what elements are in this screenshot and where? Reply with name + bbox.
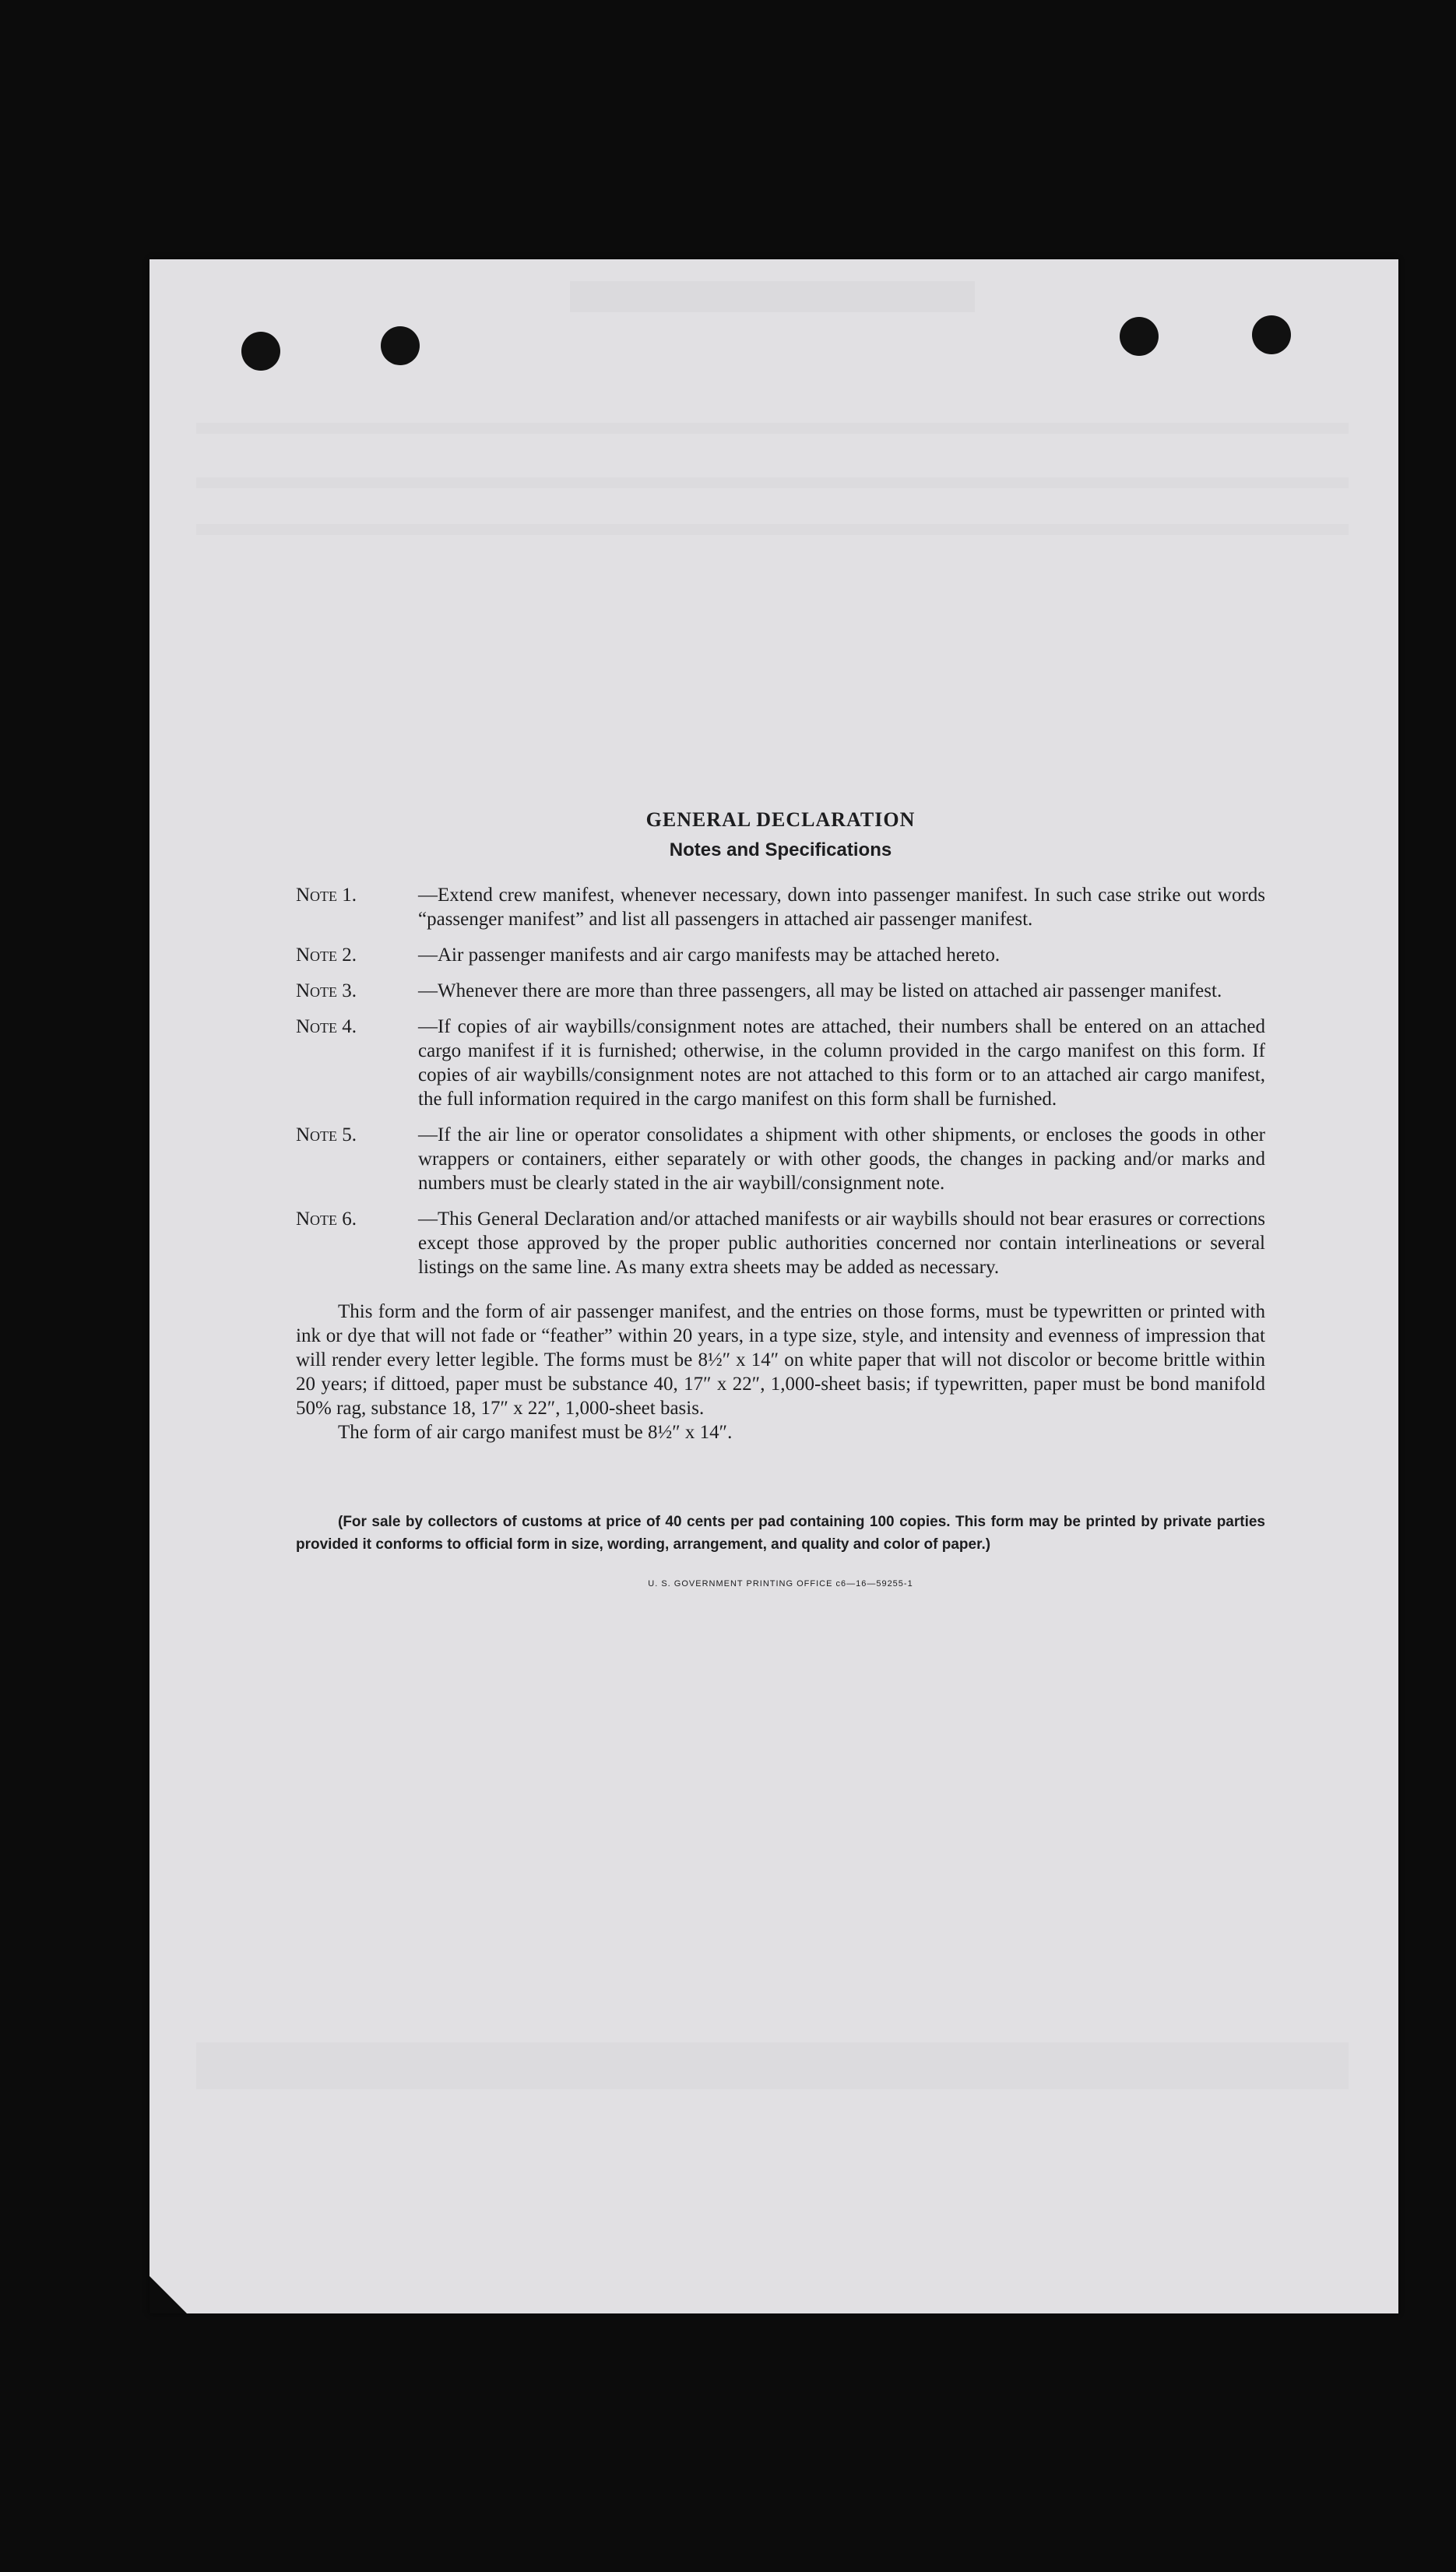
paper-sheet <box>149 259 1398 2313</box>
punch-hole-icon <box>241 332 280 371</box>
note-3 <box>296 979 1265 1003</box>
document-title: GENERAL DECLARATION <box>645 808 916 831</box>
punch-hole-icon <box>1252 315 1291 354</box>
note-label: Note 3. <box>296 980 357 1001</box>
printing-office-imprint: U. S. GOVERNMENT PRINTING OFFICE c6—16—59255-1 <box>648 1579 913 1589</box>
bleed-through-shadow <box>570 281 975 312</box>
note-text: —Air passenger manifests and air cargo manifests may be attached hereto. <box>418 945 1001 966</box>
form-requirements-paragraph: This form and the form of air passenger manifest, and the entries on those forms, must be typewritten or printed with ink or dye that will not fade or “feather” within 20 years, in a type size, style, and intensity and evenness of impression that will render every letter legible. The forms must be 8½″ x 14″ on white paper that will not discolor or become brittle within 20 years; if dittoed, paper must be substance 40, 17″ x 22″, 1,000-sheet basis; if typewritten, paper must be bond manifold 50% rag, substance 18, 17″ x 22″, 1,000-sheet basis. <box>296 1301 1265 1419</box>
bleed-through-shadow <box>196 524 1349 535</box>
cargo-manifest-size-line: The form of air cargo manifest must be 8½″ x 14″. <box>338 1422 733 1443</box>
note-5 <box>296 1123 1265 1195</box>
notes-and-specifications <box>296 808 1265 1589</box>
note-text: —Whenever there are more than three passengers, all may be listed on attached air passenger manifest. <box>418 980 1222 1001</box>
folded-corner <box>149 2276 187 2313</box>
document-subtitle: Notes and Specifications <box>669 839 892 860</box>
note-label: Note 2. <box>296 945 357 966</box>
note-label: Note 5. <box>296 1124 357 1145</box>
note-label: Note 6. <box>296 1209 357 1230</box>
punch-hole-icon <box>381 326 420 365</box>
note-label: Note 1. <box>296 885 357 906</box>
bleed-through-shadow <box>196 2042 1349 2089</box>
note-text: —This General Declaration and/or attached manifests or air waybills should not bear erasures or corrections except those approved by the proper public authorities concerned nor contain interlineations or several listings on the same line. As many extra sheets may be added as necessary. <box>418 1209 1265 1278</box>
sale-note: (For sale by collectors of customs at price of 40 cents per pad containing 100 copies. This form may be printed by private parties provided it conforms to official form in size, wording, arrangement, and quality and color of paper.) <box>296 1514 1265 1553</box>
bleed-through-shadow <box>196 477 1349 488</box>
note-1 <box>296 883 1265 931</box>
note-4 <box>296 1015 1265 1111</box>
note-label: Note 4. <box>296 1016 357 1037</box>
note-2 <box>296 943 1265 967</box>
bleed-through-shadow <box>196 423 1349 434</box>
note-text: —If the air line or operator consolidates a shipment with other shipments, or encloses the goods in other wrappers or containers, either separately or with other goods, the changes in packing and/or marks and numbers must be clearly stated in the air waybill/consignment note. <box>418 1124 1265 1194</box>
note-6 <box>296 1207 1265 1279</box>
punch-hole-icon <box>1120 317 1159 356</box>
note-text: —Extend crew manifest, whenever necessary, down into passenger manifest. In such case strike out words “passenger manifest” and list all passengers in attached air passenger manifest. <box>418 885 1265 930</box>
note-text: —If copies of air waybills/consignment notes are attached, their numbers shall be entered on an attached cargo manifest if it is furnished; otherwise, in the column provided in the cargo manifest on this form. If copies of air waybills/consignment notes are not attached to this form or to an attached air cargo manifest, the full information required in the cargo manifest on this form shall be furnished. <box>418 1016 1265 1110</box>
